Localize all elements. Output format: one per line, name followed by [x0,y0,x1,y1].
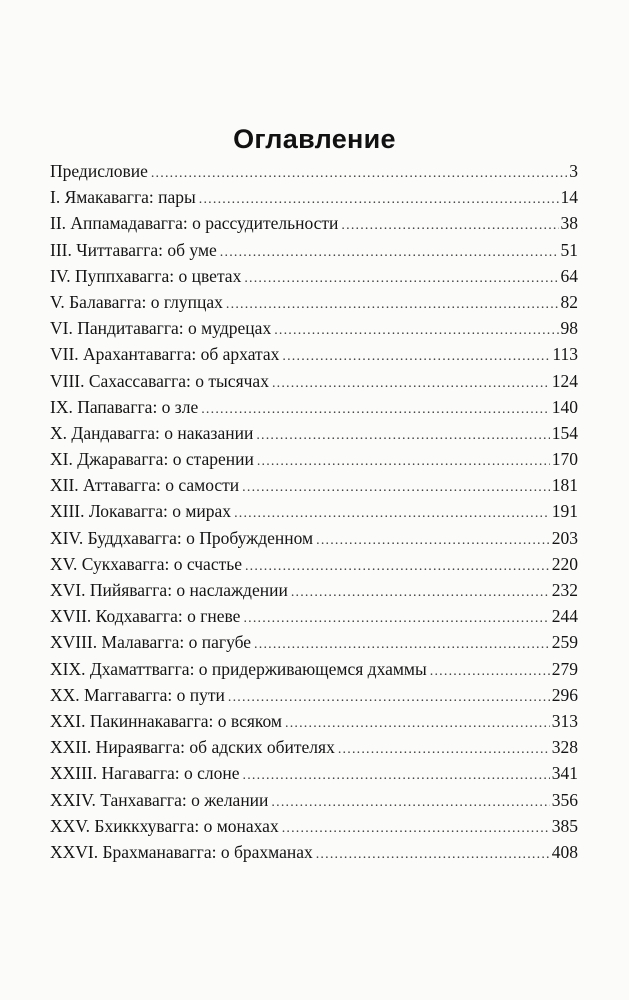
toc-entry-title: XX. Маггавагга: о пути [50,684,225,705]
toc-entry-title: II. Аппамадавагга: о рассудительности [50,213,339,234]
dot-leader [243,763,550,789]
dot-leader [291,580,550,606]
toc-entry [50,525,578,551]
toc-entry [50,158,578,184]
dot-leader [244,266,558,292]
toc-entry [50,184,578,210]
toc-entry-title: XIX. Дхаматтвагга: о придерживающемся дхаммы [50,658,427,679]
toc-entry [50,734,578,760]
toc-entry-title: V. Балавагга: о глупцах [50,291,223,312]
toc-entry-page-number: 82 [560,291,578,312]
toc-entry [50,289,578,315]
toc-entry-page-number: 328 [551,737,578,758]
dot-leader [272,371,550,397]
toc-entry [50,839,578,865]
toc-entry [50,315,578,341]
toc-entry-page-number: 191 [551,501,578,522]
dot-leader [242,475,550,501]
toc-entry-title: XXII. Нираявагга: об адских обителях [50,737,335,758]
toc-entry [50,472,578,498]
toc-entry-page-number: 408 [551,841,578,862]
toc-entry-page-number: 140 [551,396,578,417]
dot-leader [274,318,558,344]
toc-entry [50,368,578,394]
toc-entry [50,577,578,603]
dot-leader [341,213,558,239]
dot-leader [151,161,567,187]
toc-entry-page-number: 124 [551,370,578,391]
toc-entry [50,656,578,682]
toc-entry [50,708,578,734]
toc-entry-title: III. Читтавагга: об уме [50,239,217,260]
toc-entry-page-number: 14 [560,187,578,208]
dot-leader [257,449,550,475]
toc-entry [50,813,578,839]
toc-entry-title: XVII. Кодхавагга: о гневе [50,606,241,627]
toc-entry-title: XXI. Пакиннакавагга: о всяком [50,710,282,731]
toc-entry-page-number: 170 [551,449,578,470]
toc-entry-page-number: 98 [560,318,578,339]
toc-entry [50,263,578,289]
toc-entry-page-number: 232 [551,580,578,600]
toc-entry-title: IV. Пуппхавагга: о цветах [50,265,242,286]
toc-entry [50,603,578,629]
toc-entry-page-number: 220 [551,553,578,574]
toc-entry-title: XIV. Буддхавагга: о Пробужденном [50,527,314,548]
toc-entry-title: XXIII. Нагавагга: о слоне [50,763,240,784]
toc-entry [50,498,578,524]
toc-entry-title: XV. Сукхавагга: о счастье [50,553,242,574]
toc-entry [50,446,578,472]
dot-leader [316,842,550,868]
toc-entry-title: Предисловие [50,161,148,181]
toc-entry [50,760,578,786]
dot-leader [282,816,550,842]
toc-entry-page-number: 203 [551,527,578,548]
toc-entry-title: X. Дандавагга: о наказании [50,422,254,443]
toc-entry-page-number: 3 [569,161,578,181]
toc-entry-page-number: 51 [560,239,578,260]
toc-entry-title: VII. Арахантавагга: об архатах [50,344,280,365]
toc-entry-page-number: 154 [551,422,578,443]
toc-entry [50,629,578,655]
toc-entry-page-number: 38 [560,213,578,234]
table-of-contents [50,158,578,865]
toc-entry-title: VIII. Сахассавагга: о тысячах [50,370,269,391]
dot-leader [282,344,550,370]
dot-leader [430,659,550,685]
toc-entry-page-number: 259 [551,632,578,653]
toc-entry-title: IX. Папавагга: о зле [50,396,199,417]
toc-entry [50,787,578,813]
toc-entry-page-number: 64 [560,265,578,286]
toc-entry-page-number: 181 [551,475,578,496]
toc-entry [50,682,578,708]
page-title: Оглавление [233,124,396,155]
toc-entry-title: XIII. Локавагга: о мирах [50,501,232,522]
toc-entry-title: XXIV. Танхавагга: о желании [50,789,269,810]
toc-entry-page-number: 244 [551,606,578,627]
toc-entry [50,420,578,446]
dot-leader [316,528,550,554]
dot-leader [338,737,550,763]
toc-entry-title: XXVI. Брахманавагга: о брахманах [50,841,313,862]
dot-leader [243,606,549,632]
toc-entry-title: XI. Джаравагга: о старении [50,449,254,470]
toc-entry-page-number: 113 [552,344,578,365]
toc-entry-title: XII. Аттавагга: о самости [50,475,240,496]
toc-entry [50,394,578,420]
toc-entry-page-number: 313 [551,710,578,731]
toc-entry-title: XXV. Бхиккхувагга: о монахах [50,815,279,836]
dot-leader [256,423,549,449]
toc-entry-title: VI. Пандитавагга: о мудрецах [50,318,272,339]
toc-entry-page-number: 356 [551,789,578,810]
toc-entry-page-number: 296 [551,684,578,705]
toc-entry-title: XVI. Пийявагга: о наслаждении [50,580,288,600]
toc-entry-title: I. Ямакавагга: пары [50,187,196,208]
toc-entry [50,237,578,263]
toc-entry [50,210,578,236]
dot-leader [220,240,559,266]
toc-entry [50,341,578,367]
toc-entry-page-number: 279 [551,658,578,679]
dot-leader [271,790,549,816]
dot-leader [226,292,559,318]
toc-entry-page-number: 341 [551,763,578,784]
toc-entry-page-number: 385 [551,815,578,836]
toc-entry [50,551,578,577]
toc-entry-title: XVIII. Малавагга: о пагубе [50,632,252,653]
